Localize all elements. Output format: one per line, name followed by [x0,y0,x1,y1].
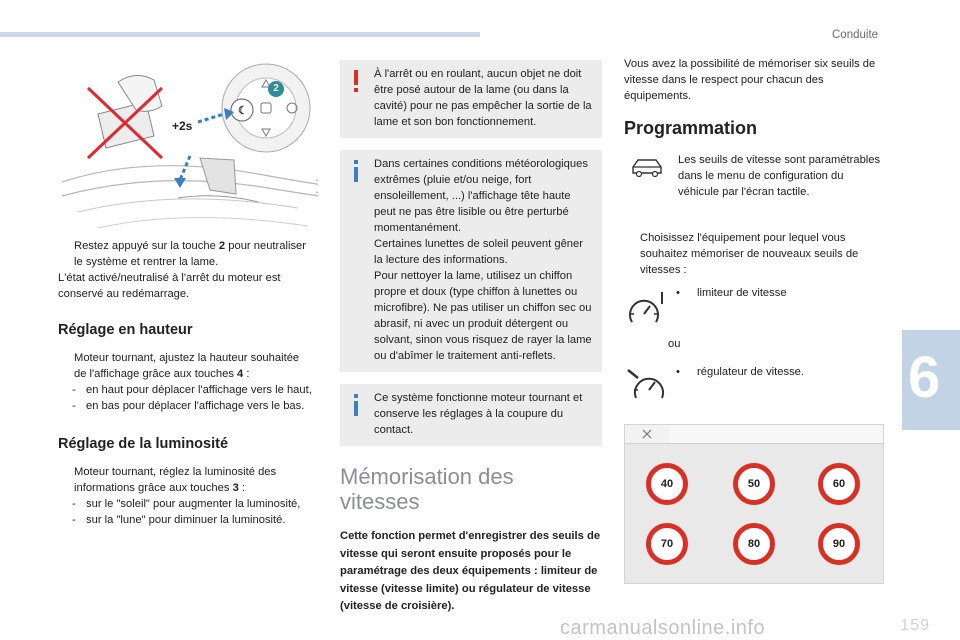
choose-equipment-step: Choisissez l'équipement pour lequel vous souhaitez mémoriser de nouveaux seuils de vitesses : [640,232,859,276]
brightness-item-sun: - sur le "soleil" pour augmenter la luminosité, [72,498,301,510]
warning-note: À l'arrêt ou en roulant, aucun objet ne doit être posé autour de la lame (ou dans la cavité) pour ne pas empêcher la sortie de la lame et son bon fonctionnement. [340,60,602,138]
brightness-item-moon: - sur la "lune" pour diminuer la luminosité. [72,514,286,526]
info-icon [352,160,360,182]
step-retract-blade: Restez appuyé sur la touche 2 pour neutraliser le système et rentrer la lame. [74,240,306,268]
close-button[interactable] [625,425,670,444]
six-thresholds-intro: Vous avez la possibilité de mémoriser six seuils de vitesse dans le respect pour chacun des équipements. [624,58,876,102]
car-icon [630,156,664,178]
cruise-control-icon [626,368,668,406]
brightness-lead: Moteur tournant, réglez la luminosité des informations grâce aux touches 3 : [74,466,277,494]
heading-brightness-adjust: Réglage de la luminosité [58,436,229,452]
heading-height-adjust: Réglage en hauteur [58,322,193,338]
speed-memory-section [340,464,602,616]
touchscreen-speed-presets [624,424,884,584]
warning-exclamation-icon [352,70,360,92]
column-1 [58,238,314,528]
close-icon [625,425,669,443]
speed-preset-40[interactable]: 40 [646,463,688,505]
page-number: 159 [900,617,930,634]
speed-preset-60[interactable]: 60 [818,463,860,505]
chapter-tab [902,330,960,430]
info-note-conditions: Dans certaines conditions météorologiques extrêmes (pluie et/ou neige, fort ensoleillement, ...) l'affichage tête haute peut ne pas être lisible ou être perturbé momentanément. Certaines lunettes de soleil peuvent gêner la lecture des informations. Pour nettoyer la lame, utilisez un chiffon propre et doux (type chiffon à lunettes ou microfibre). Ne pas utiliser un chiffon sec ou abrasif, ni avec un produit détergent ou solvant, sinon vous risquez de rayer la lame ou d'abîmer le traitement anti-reflets. [340,150,602,372]
info-icon [352,394,360,416]
option-limiter: • limiteur de vitesse [676,287,787,299]
speed-preset-70[interactable]: 70 [646,523,688,565]
svg-text:☾: ☾ [238,105,248,117]
section-title: Conduite [832,29,879,41]
hold-duration-label: +2s [172,119,193,133]
option-regulator: • régulateur de vitesse. [676,366,804,378]
header-rule [0,32,480,37]
speed-preset-80[interactable]: 80 [733,523,775,565]
speed-limiter-icon [626,290,668,330]
state-memory-note: L'état activé/neutralisé à l'arrêt du moteur est conservé au redémarrage. [58,272,281,300]
speed-preset-90[interactable]: 90 [818,523,860,565]
callout-badge: 2 [268,81,284,97]
heading-speed-memory-line-2: vitesses [340,489,420,514]
screen-title-bar [669,425,883,444]
option-separator-or: ou [668,338,681,350]
watermark: carmanualsonline.info [560,617,766,639]
height-lead: Moteur tournant, ajustez la hauteur souhaitée de l'affichage grâce aux touches 4 : [74,352,300,380]
height-item-up: - en haut pour déplacer l'affichage vers le haut, [72,384,312,396]
info-note-engine: Ce système fonctionne moteur tournant et conserve les réglages à la coupure du contact. [340,384,602,446]
speed-memory-intro: Cette fonction permet d'enregistrer des seuils de vitesse qui seront ensuite proposés pour le paramétrage des deux équipements : limiteur de vitesse (vitesse limite) ou régulateur de vitesse (vitesse de croisière). [340,530,601,612]
column-3-intro [624,56,888,104]
heading-speed-memory-line-1: Mémorisation des [340,464,514,489]
chapter-number: 6 [908,345,941,410]
heading-programming: Programmation [624,118,758,138]
height-item-down: - en bas pour déplacer l'affichage vers le bas. [72,400,305,412]
programming-text: Les seuils de vitesse sont paramétrables dans le menu de configuration du véhicule par l'écran tactile. [678,154,881,198]
speed-preset-50[interactable]: 50 [733,463,775,505]
